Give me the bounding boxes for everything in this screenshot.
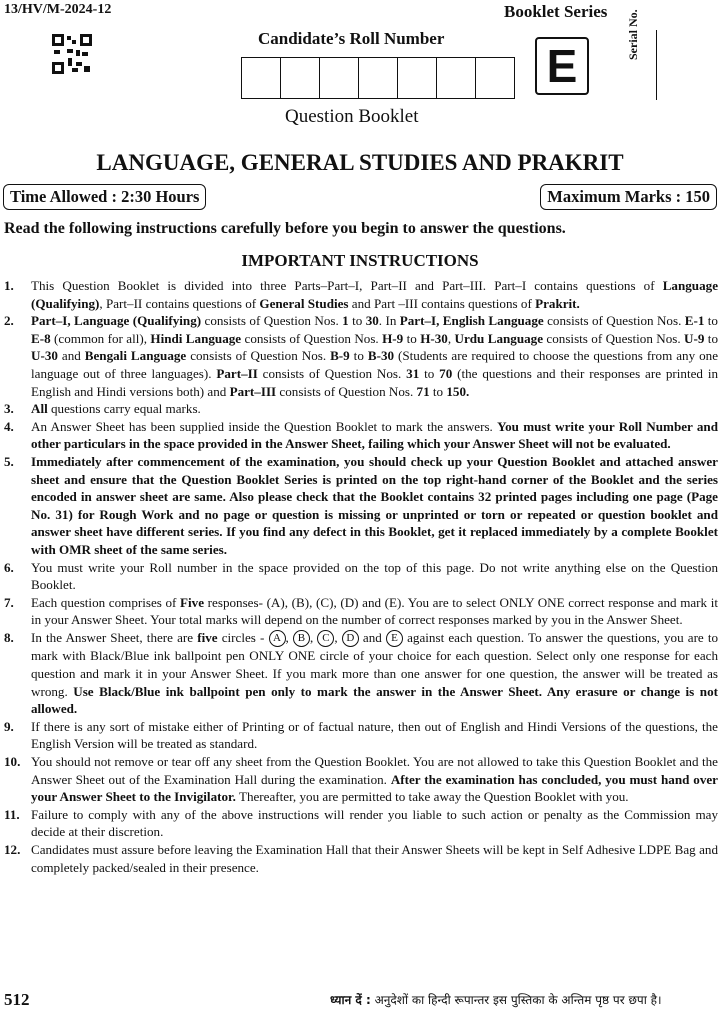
text: , <box>334 629 342 645</box>
read-instructions-line: Read the following instructions carefully before you begin to answer the questions. <box>4 220 566 237</box>
instruction-text <box>31 312 718 400</box>
text: , <box>447 330 455 346</box>
instruction-item <box>4 418 718 453</box>
text: consists of Question Nos. <box>543 330 685 346</box>
instruction-number: 2. <box>4 313 14 329</box>
bold-text: Language (Qualifying) <box>31 278 718 311</box>
instruction-number: 1. <box>4 278 14 293</box>
answer-circle-icon: D <box>342 630 359 647</box>
instruction-text <box>31 806 718 841</box>
bold-text: Part–I, Language (Qualifying) <box>31 313 202 329</box>
instruction-text <box>31 753 718 806</box>
bold-text: E-1 <box>684 313 705 329</box>
page-code: 512 <box>4 990 30 1009</box>
qr-code-icon <box>52 34 92 74</box>
bold-text: B-30 <box>367 348 395 364</box>
serial-number-field <box>656 30 657 100</box>
instruction-text <box>31 594 718 629</box>
text: to <box>349 348 368 364</box>
instruction-text <box>31 718 718 753</box>
bold-text: 31 <box>406 365 420 381</box>
instruction-item <box>4 453 718 559</box>
bold-text: After the examination has concluded, you must hand over your Answer Sheet to the Invigilator. <box>31 771 718 805</box>
text: to <box>704 313 718 329</box>
instruction-item <box>4 594 718 629</box>
text: This Question Booklet is divided into three Parts–Part–I, Part–II and Part–III. Part–I contains questions of <box>31 278 663 293</box>
roll-number-digit-box[interactable] <box>320 58 359 98</box>
instruction-number: 3. <box>4 401 14 417</box>
instruction-text <box>31 277 718 312</box>
text: . In <box>378 313 400 329</box>
bold-text: 71 <box>416 383 430 399</box>
text: Thereafter, you are permitted to take away the Question Booklet with you. <box>235 789 629 805</box>
bold-text: H-30 <box>420 330 448 346</box>
text: , Part–II contains questions of <box>99 295 260 311</box>
bold-text: U-9 <box>684 330 705 346</box>
answer-circle-icon: B <box>293 630 310 647</box>
bold-text: Urdu Language <box>454 330 544 346</box>
instruction-item <box>4 277 718 312</box>
bold-text: U-30 <box>31 348 58 364</box>
text: to <box>403 330 421 346</box>
text: An Answer Sheet has been supplied inside the Question Booklet to mark the answers. <box>31 418 498 434</box>
text: Candidates must assure before leaving the Examination Hall that their Answer Sheets will be kept in Self Adhesive LDPE Bag and completely packed/sealed in their presence. <box>31 841 718 875</box>
hindi-note <box>330 991 662 1008</box>
bold-text: Part–I, English Language <box>399 313 544 329</box>
roll-number-digit-box[interactable] <box>359 58 398 98</box>
text: Failure to comply with any of the above instructions will render you liable to such action or penalty as the Commission may decide at their discretion. <box>31 806 718 840</box>
booklet-series-letter: E <box>535 37 589 95</box>
instruction-text <box>31 400 718 418</box>
answer-circle-icon: E <box>386 630 403 647</box>
bold-text: Immediately after commencement of the examination, you should check up your Question Booklet and attached answer sheet and ensure that the Question Booklet Series is printed on the top right-hand corner of the Booklet and the series encoded in answer sheet are same. Also please check that the Booklet contains 32 printed pages including one page (Page No. 31) for Rough Work and no page or question is missing or unprinted or torn or repeated or question booklet and answer sheet have different series. If you find any defect in this Booklet, get it replaced immediately by a complete Booklet with OMR sheet of the same series. <box>31 453 718 557</box>
bold-text: 30 <box>365 313 379 329</box>
instruction-text <box>31 559 718 594</box>
serial-number-label: Serial No. <box>626 9 640 60</box>
instruction-number: 4. <box>4 418 14 434</box>
paper-code: 13/HV/M-2024-12 <box>4 2 112 17</box>
instruction-text <box>31 841 718 876</box>
instruction-number: 8. <box>4 629 14 645</box>
bold-text: Five <box>180 594 205 610</box>
bold-text: Use Black/Blue ink ballpoint pen only to mark the answer in the Answer Sheet. Any erasure or change is not allowed. <box>31 683 718 717</box>
instruction-item <box>4 312 718 400</box>
roll-number-digit-box[interactable] <box>242 58 281 98</box>
instruction-number: 9. <box>4 718 14 734</box>
answer-circle-icon: A <box>269 630 286 647</box>
roll-number-digit-box[interactable] <box>437 58 476 98</box>
maximum-marks-badge: Maximum Marks : 150 <box>540 184 717 210</box>
bold-text: Hindi Language <box>150 330 242 346</box>
bold-text: Part–III <box>229 383 277 399</box>
text: You must write your Roll number in the space provided on the top of this page. Do not write anything else on the Question Booklet. <box>31 559 718 593</box>
text: consists of Question Nos. <box>257 365 407 381</box>
text: consists of Question Nos. <box>186 348 331 364</box>
text: consists of Question Nos. <box>276 383 417 399</box>
bold-text: Bengali Language <box>84 348 187 364</box>
bold-text: Part–II <box>216 365 258 381</box>
bold-text: 150. <box>446 383 470 399</box>
instruction-number: 12. <box>4 841 21 857</box>
bold-text: You must write your Roll Number and other particulars in the space provided in the Answer Sheet, failing which your Answer Sheet will not be evaluated. <box>31 418 718 452</box>
text: consists of Question Nos. <box>241 330 383 346</box>
roll-number-digit-box[interactable] <box>476 58 514 98</box>
roll-number-digit-box[interactable] <box>281 58 320 98</box>
instruction-number: 5. <box>4 453 14 469</box>
text: and <box>358 629 386 645</box>
instruction-item <box>4 400 718 418</box>
bold-text: B-9 <box>330 348 350 364</box>
instruction-number: 11. <box>4 806 20 822</box>
text: to <box>429 383 447 399</box>
text: and <box>57 348 85 364</box>
text: circles - <box>217 629 269 645</box>
instruction-text <box>31 418 718 453</box>
instruction-text <box>31 453 718 559</box>
hindi-note-label: ध्यान दें : <box>330 993 371 1007</box>
bold-text: five <box>197 629 218 645</box>
text: (Students are required to choose the questions from any one language out of three languages). <box>31 348 719 381</box>
text: questions carry equal marks. <box>47 401 201 417</box>
instruction-item <box>4 629 718 718</box>
text: responses- (A), (B), (C), (D) and (E). You are to select ONLY ONE correct response and mark it in your Answer Sheet. Your total marks will depend on the number of correct responses marked by you in the Answer Sheet. <box>31 594 718 628</box>
instruction-item <box>4 559 718 594</box>
text: consists of Question Nos. <box>201 313 343 329</box>
text: consists of Question Nos. <box>543 313 685 329</box>
important-instructions-heading: IMPORTANT INSTRUCTIONS <box>241 251 479 270</box>
question-booklet-label: Question Booklet <box>285 106 419 127</box>
instruction-number: 7. <box>4 594 14 610</box>
text: (common for all), <box>50 330 151 346</box>
text: to <box>704 330 718 346</box>
booklet-series-label: Booklet Series <box>504 2 608 21</box>
bold-text: Prakrit. <box>535 295 580 311</box>
text: , <box>285 629 293 645</box>
bold-text: E-8 <box>31 330 51 346</box>
text: and Part –III contains questions of <box>348 295 536 311</box>
instruction-item <box>4 806 718 841</box>
bold-text: All <box>31 401 48 417</box>
text: Each question comprises of <box>31 594 181 610</box>
hindi-note-text: अनुदेशों का हिन्दी रूपान्तर इस पुस्तिका के अन्तिम पृष्ठ पर छपा है। <box>370 993 662 1007</box>
instruction-item <box>4 753 718 806</box>
text: , <box>309 629 318 645</box>
text: In the Answer Sheet, there are <box>31 629 198 645</box>
instruction-item <box>4 718 718 753</box>
text: against each question. To answer the questions, you are to mark with Black/Blue ink ballpoint pen ONLY ONE circle of your choice for each question. Select only one response for each question and mark it in your Answer Sheet. If you mark more than one answer for one question, the answer will be treated as wrong. <box>31 629 719 699</box>
instruction-number: 6. <box>4 559 14 575</box>
instruction-number: 10. <box>4 753 21 769</box>
instruction-item <box>4 841 718 876</box>
text: (the questions and their responses are printed in English and Hindi versions both) and <box>31 365 719 399</box>
instructions-list <box>4 277 718 876</box>
roll-number-title: Candidate’s Roll Number <box>258 29 445 48</box>
bold-text: General Studies <box>259 295 349 311</box>
text: to <box>419 365 440 381</box>
text: If there is any sort of mistake either of Printing or of factual nature, then out of English and Hindi Versions of the questions, the English Version will be treated as standard. <box>31 718 718 752</box>
time-allowed-badge: Time Allowed : 2:30 Hours <box>3 184 206 210</box>
bold-text: 1 <box>342 313 349 329</box>
answer-circle-icon: C <box>317 630 334 647</box>
bold-text: 70 <box>439 365 453 381</box>
bold-text: H-9 <box>382 330 404 346</box>
roll-number-digit-box[interactable] <box>398 58 437 98</box>
roll-number-boxes <box>241 57 515 99</box>
text: You should not remove or tear off any sheet from the Question Booklet. You are not allowed to take this Question Booklet and the Answer Sheet out of the Examination Hall during the examination. <box>31 753 718 787</box>
page-title: LANGUAGE, GENERAL STUDIES AND PRAKRIT <box>96 150 624 175</box>
text: to <box>348 313 366 329</box>
instruction-text <box>31 629 718 718</box>
